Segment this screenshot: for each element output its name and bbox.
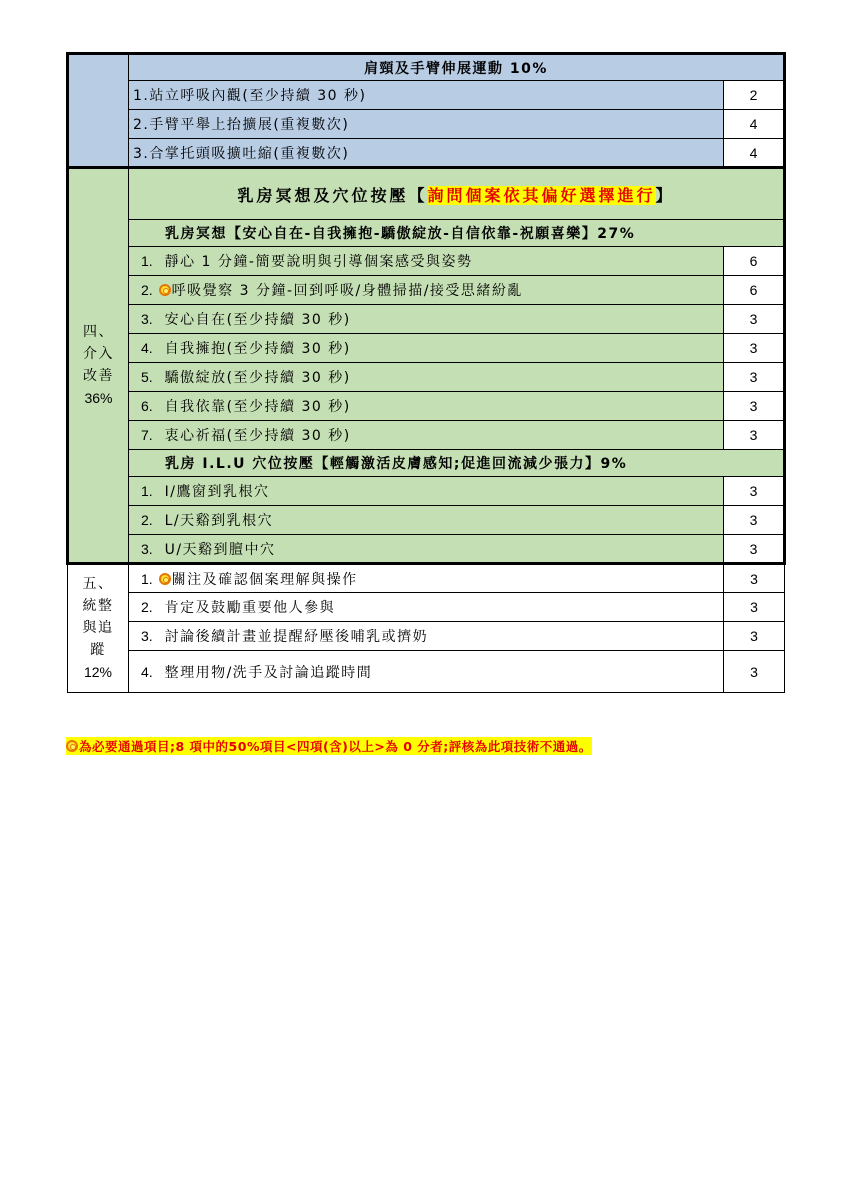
- bullseye-icon: [159, 573, 171, 585]
- section4-sub1-item: 4. 自我擁抱(至少持續 30 秒): [129, 334, 724, 363]
- section4-category-line: 介入: [83, 346, 114, 362]
- section5-item-score: 3: [724, 622, 785, 651]
- section5-category-line: 五、: [82, 576, 114, 592]
- section4-sub2-item: 1. I/鷹窗到乳根穴: [129, 477, 724, 506]
- section3-category-cell: [68, 54, 129, 168]
- bullseye-icon: [66, 740, 78, 752]
- section4-sub1-item-score: 3: [724, 363, 785, 392]
- section4-title-main: 乳房冥想及穴位按壓【: [237, 185, 428, 205]
- section4-sub2-item-score: 3: [724, 535, 785, 564]
- section4-sub2-header: 乳房 I.L.U 穴位按壓【輕觸激活皮膚感知;促進回流減少張力】9%: [129, 450, 785, 477]
- section4-sub1-item: 2. 呼吸覺察 3 分鐘-回到呼吸/身體掃描/接受思緒紛亂: [129, 276, 724, 305]
- section4-sub1-item: 7. 衷心祈福(至少持續 30 秒): [129, 421, 724, 450]
- section5-category-line: 與追: [82, 620, 114, 636]
- section4-sub1-item-score: 3: [724, 305, 785, 334]
- section4-sub1-item: 6. 自我依靠(至少持續 30 秒): [129, 392, 724, 421]
- section4-sub2-item-score: 3: [724, 506, 785, 535]
- section3-item-score: 2: [724, 81, 785, 110]
- footnote-text: 為必要通過項目;8 項中的50%項目<四項(含)以上>為 0 分者;評核為此項技術不通過。: [79, 739, 592, 754]
- section5-item: 3. 討論後續計畫並提醒紓壓後哺乳或擠奶: [129, 622, 724, 651]
- section4-sub1-item-score: 6: [724, 276, 785, 305]
- assessment-table: [66, 52, 786, 693]
- section4-sub1-item: 3. 安心自在(至少持續 30 秒): [129, 305, 724, 334]
- section5-category-line: 蹤: [90, 642, 106, 658]
- section4-sub1-item-score: 3: [724, 421, 785, 450]
- section5-category: [68, 564, 129, 693]
- section3-item-label: 3.合掌托頭吸擴吐縮(重複數次): [129, 139, 724, 168]
- section4-category-line: 36%: [84, 390, 113, 406]
- section3-item-score: 4: [724, 139, 785, 168]
- section4-category-line: 四、: [83, 324, 114, 340]
- section4-title-end: 】: [655, 185, 675, 205]
- section4-sub1-header: 乳房冥想【安心自在-自我擁抱-驕傲綻放-自信依靠-祝願喜樂】27%: [129, 220, 785, 247]
- section3-item-score: 4: [724, 110, 785, 139]
- section4-title-highlight: 詢問個案依其偏好選擇進行: [427, 185, 656, 205]
- section5-item-score: 3: [724, 593, 785, 622]
- section4-sub1-item: 1. 靜心 1 分鐘-簡要說明與引導個案感受與姿勢: [129, 247, 724, 276]
- section5-item-score: 3: [724, 564, 785, 593]
- section3-header: 肩頸及手臂伸展運動 10%: [129, 54, 785, 81]
- section4-category: [68, 168, 129, 564]
- bullseye-icon: [159, 284, 171, 296]
- section4-sub1-item-score: 3: [724, 334, 785, 363]
- section3-item-label: 2.手臂平舉上抬擴展(重複數次): [129, 110, 724, 139]
- section4-sub1-item: 5. 驕傲綻放(至少持續 30 秒): [129, 363, 724, 392]
- section4-sub1-item-score: 3: [724, 392, 785, 421]
- section4-sub2-item: 2. L/天谿到乳根穴: [129, 506, 724, 535]
- section4-sub2-item-score: 3: [724, 477, 785, 506]
- section3-item-label: 1.站立呼吸內觀(至少持續 30 秒): [129, 81, 724, 110]
- section4-sub1-item-score: 6: [724, 247, 785, 276]
- section5-category-line: 統整: [82, 598, 114, 614]
- section5-item: 4. 整理用物/洗手及討論追蹤時間: [129, 651, 724, 693]
- section5-item-score: 3: [724, 651, 785, 693]
- section4-title: [129, 168, 785, 220]
- section5-category-line: 12%: [83, 664, 113, 680]
- section5-item: 1. 關注及確認個案理解與操作: [129, 564, 724, 593]
- footnote: [66, 737, 592, 755]
- section4-sub2-item: 3. U/天谿到膻中穴: [129, 535, 724, 564]
- section4-category-line: 改善: [83, 368, 114, 384]
- section5-item: 2. 肯定及鼓勵重要他人參與: [129, 593, 724, 622]
